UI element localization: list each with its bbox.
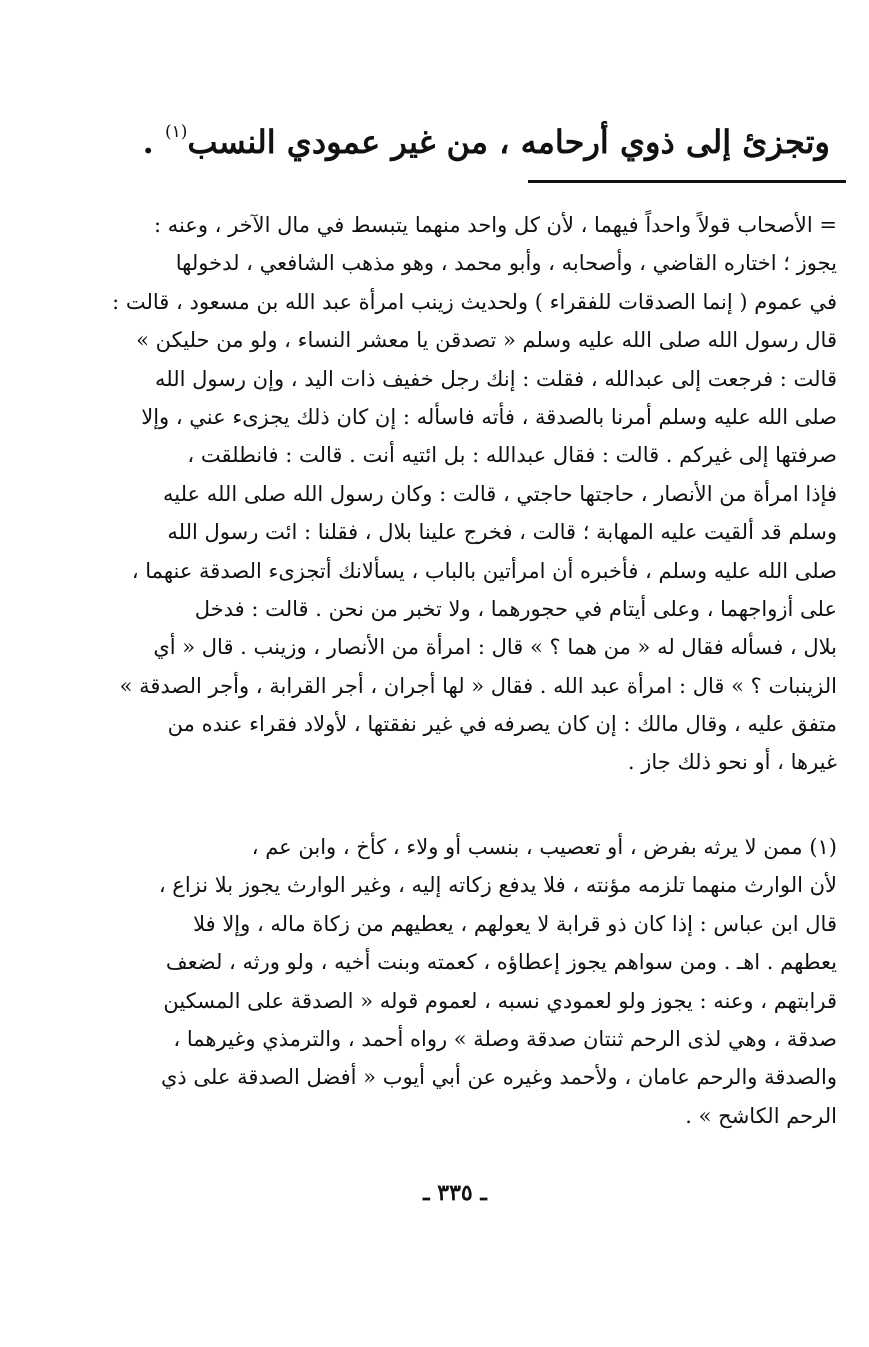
footnote-line: الزينبات ؟ » قال : امرأة عبد الله . فقال « لها أجران ، أجر القرابة ، وأجر الصدقة » [119, 673, 837, 698]
footnote-line: في عموم ( إنما الصدقات للفقراء ) ولحديث زينب امرأة عبد الله بن مسعود ، قالت : [112, 289, 837, 314]
footnote-line: على أزواجهما ، وعلى أيتام في حجورهما ، ولا تخبر من نحن . قالت : فدخل [194, 596, 837, 621]
footnote-ref: (١) [164, 122, 188, 142]
main-text: وتجزئ إلى ذوي أرحامه ، من غير عمودي النسب [187, 123, 830, 161]
footnote-continued [112, 206, 837, 782]
page-number: ـ ٣٣٥ ـ [423, 1180, 487, 1206]
footnote-line: صلى الله عليه وسلم أمرنا بالصدقة ، فأته فاسأله : إن كان ذلك يجزىء عني ، وإلا [141, 404, 837, 429]
footnote-line: وسلم قد ألقيت عليه المهابة ؛ قالت ، فخرج علينا بلال ، فقلنا : ائت رسول الله [167, 520, 837, 545]
footnote-line: (١) ممن لا يرثه بفرض ، أو تعصيب ، بنسب أو ولاء ، كأخ ، وابن عم ، [251, 835, 837, 859]
footnote-line: متفق عليه ، وقال مالك : إن كان يصرفه في غير نفقتها ، لأولاد فقراء عنده من [167, 712, 837, 737]
footnote-1 [112, 828, 837, 1135]
footnote-line: صدقة ، وهي لذى الرحم ثنتان صدقة وصلة » رواه أحمد ، والترمذي وغيرهما ، [173, 1026, 837, 1051]
footnote-line: صرفتها إلى غيركم . قالت : فقال عبدالله : بل ائتيه أنت . قالت : فانطلقت ، [187, 443, 837, 468]
footnote-line: بلال ، فسأله فقال له « من هما ؟ » قال : امرأة من الأنصار ، وزينب . قال « أي [153, 635, 837, 660]
footnote-line: يعطهم . اهـ . ومن سواهم يجوز إعطاؤه ، كعمته وبنت أخيه ، ولو ورثه ، لضعف [165, 950, 837, 975]
footnote-line: لأن الوارث منهما تلزمه مؤنته ، فلا يدفع زكاته إليه ، وغير الوارث يجوز بلا نزاع ، [158, 873, 837, 898]
main-text-line [120, 108, 830, 166]
footnote-line: قال ابن عباس : إذا كان ذو قرابة لا يعولهم ، يعطيهم من زكاة ماله ، وإلا فلا [193, 911, 837, 936]
footnote-line: يجوز ؛ اختاره القاضي ، وأصحابه ، وأبو محمد ، وهو مذهب الشافعي ، لدخولها [175, 251, 837, 276]
main-text-end: . [142, 123, 165, 161]
footnote-separator [528, 180, 846, 183]
footnote-line: الرحم الكاشح » . [685, 1103, 837, 1128]
footnote-line: قال رسول الله صلى الله عليه وسلم « تصدقن يا معشر النساء ، ولو من حليكن » [136, 328, 837, 353]
footnote-line: والصدقة والرحم عامان ، ولأحمد وغيره عن أبي أيوب « أفضل الصدقة على ذي [160, 1065, 837, 1090]
footnote-line: صلى الله عليه وسلم ، فأخبره أن امرأتين بالباب ، يسألانك أتجزىء الصدقة عنهما ، [131, 558, 837, 583]
footnote-line: غيرها ، أو نحو ذلك جاز . [627, 750, 837, 775]
footnote-line: = الأصحاب قولاً واحداً فيهما ، لأن كل واحد منهما يتبسط في مال الآخر ، وعنه : [153, 213, 837, 237]
footnote-line: قالت : فرجعت إلى عبدالله ، فقلت : إنك رجل خفيف ذات اليد ، وإن رسول الله [155, 366, 837, 391]
footnote-line: فإذا امرأة من الأنصار ، حاجتها حاجتي ، قالت : وكان رسول الله صلى الله عليه [162, 481, 837, 506]
footnote-line: قرابتهم ، وعنه : يجوز ولو لعمودي نسبه ، لعموم قوله « الصدقة على المسكين [163, 988, 837, 1013]
